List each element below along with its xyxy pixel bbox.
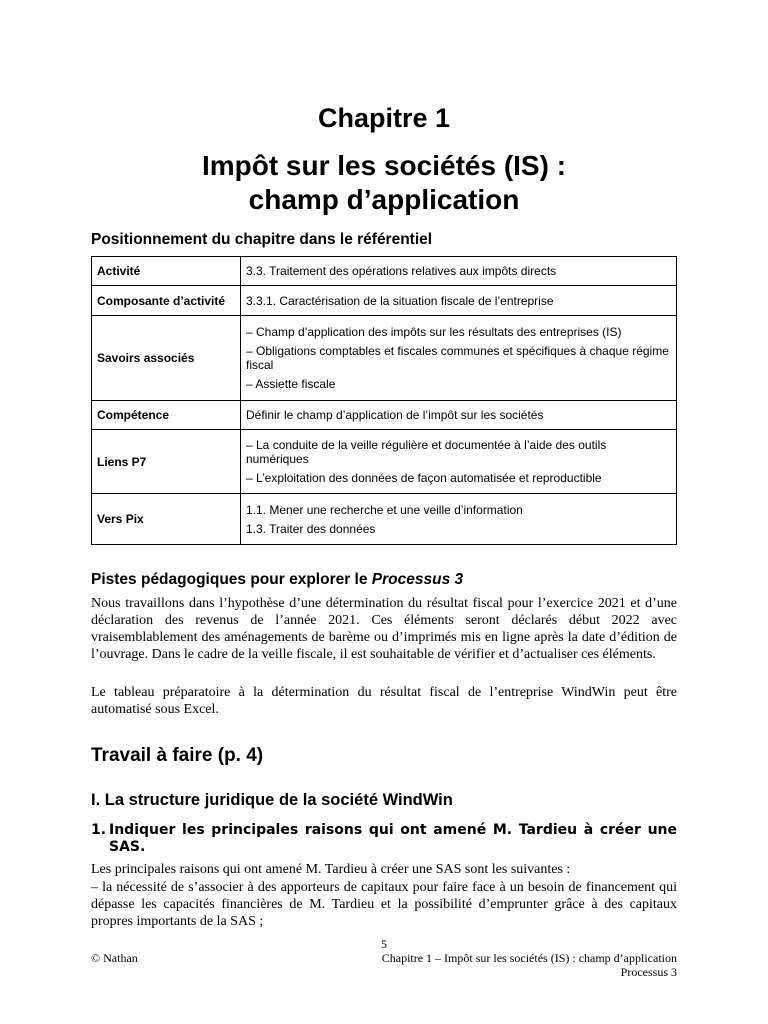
chapter-title-line-2: champ d’application (248, 184, 520, 215)
row-item: – Assiette fiscale (246, 377, 336, 391)
table-row (92, 494, 677, 545)
table-row (92, 286, 677, 316)
footer-chapter-info (382, 951, 677, 979)
row-value (241, 316, 677, 401)
question-number: 1. (91, 822, 107, 838)
row-value (241, 494, 677, 545)
pistes-heading-prefix: Pistes pédagogiques pour explorer le (91, 571, 372, 588)
table-row (92, 257, 677, 286)
travail-heading: Travail à faire (p. 4) (91, 745, 264, 766)
row-label: Compétence (92, 401, 241, 430)
pistes-paragraph-2: Le tableau préparatoire à la détermination du résultat fiscal de l’entreprise WindWin peut être automatisé sous Excel. (91, 685, 677, 717)
table-row (92, 316, 677, 401)
document-page (91, 0, 677, 1024)
question-1 (91, 822, 677, 856)
row-item: – L’exploitation des données de façon automatisée et reproductible (246, 471, 602, 485)
row-value (241, 401, 677, 430)
row-item: – Obligations comptables et fiscales communes et spécifiques à chaque régime fiscal (246, 344, 669, 372)
positioning-heading: Positionnement du chapitre dans le référentiel (91, 231, 433, 248)
row-item: – La conduite de la veille régulière et documentée à l’aide des outils numériques (246, 438, 607, 466)
pistes-heading-italic: Processus 3 (371, 571, 464, 588)
answer-intro: Les principales raisons qui ont amené M. Tardieu à créer une SAS sont les suivantes : (91, 862, 571, 877)
structure-heading: I. La structure juridique de la société WindWin (91, 791, 453, 809)
answer-item-1: – la nécessité de s’associer à des apporteurs de capitaux pour faire face à un besoin de financement qui dépasse les capacités financières de M. Tardieu et la possibilité d’emprunter grâce à des capitaux propres importants de la SAS ; (91, 880, 677, 929)
row-label: Liens P7 (92, 430, 241, 494)
chapter-number: Chapitre 1 (317, 103, 451, 133)
chapter-title-line-1: Impôt sur les sociétés (IS) : (201, 150, 567, 181)
row-value (241, 286, 677, 316)
chapter-title (91, 149, 677, 217)
row-label: Vers Pix (92, 494, 241, 545)
row-label: Savoirs associés (92, 316, 241, 401)
footer-copyright: © Nathan (91, 951, 138, 965)
row-item: Définir le champ d’application de l’impôt sur les sociétés (246, 408, 544, 422)
row-item: – Champ d’application des impôts sur les résultats des entreprises (IS) (246, 325, 622, 339)
row-value (241, 430, 677, 494)
row-item: 1.3. Traiter des données (246, 521, 376, 536)
footer-process-line: Processus 3 (620, 965, 677, 979)
footer-chapter-line: Chapitre 1 – Impôt sur les sociétés (IS) : champ d’application (381, 951, 677, 965)
table-row (92, 430, 677, 494)
page-number: 5 (381, 937, 387, 951)
question-text: Indiquer les principales raisons qui ont amené M. Tardieu à créer une SAS. (109, 822, 677, 855)
row-label: Activité (92, 257, 241, 286)
row-item: 3.3. Traitement des opérations relatives aux impôts directs (246, 264, 557, 278)
table-row (92, 401, 677, 430)
row-item: 1.1. Mener une recherche et une veille d’information (246, 502, 523, 517)
referential-table (91, 256, 677, 545)
pistes-paragraph-1: Nous travaillons dans l’hypothèse d’une détermination du résultat fiscal pour l’exercice 2021 et d’une déclaration des revenus de l’année 2021. Ces éléments seront déclarés début 2022 avec vraisemblablement des aménagements de barème ou d’imprimés mis en ligne après la date d’édition de l’ouvrage. Dans le cadre de la veille fiscale, il est souhaitable de vérifier et d’actualiser ces éléments. (91, 596, 677, 662)
row-item: 3.3.1. Caractérisation de la situation fiscale de l’entreprise (246, 293, 554, 308)
row-value (241, 257, 677, 286)
row-label: Composante d’activité (92, 286, 241, 316)
pistes-heading (91, 570, 463, 589)
